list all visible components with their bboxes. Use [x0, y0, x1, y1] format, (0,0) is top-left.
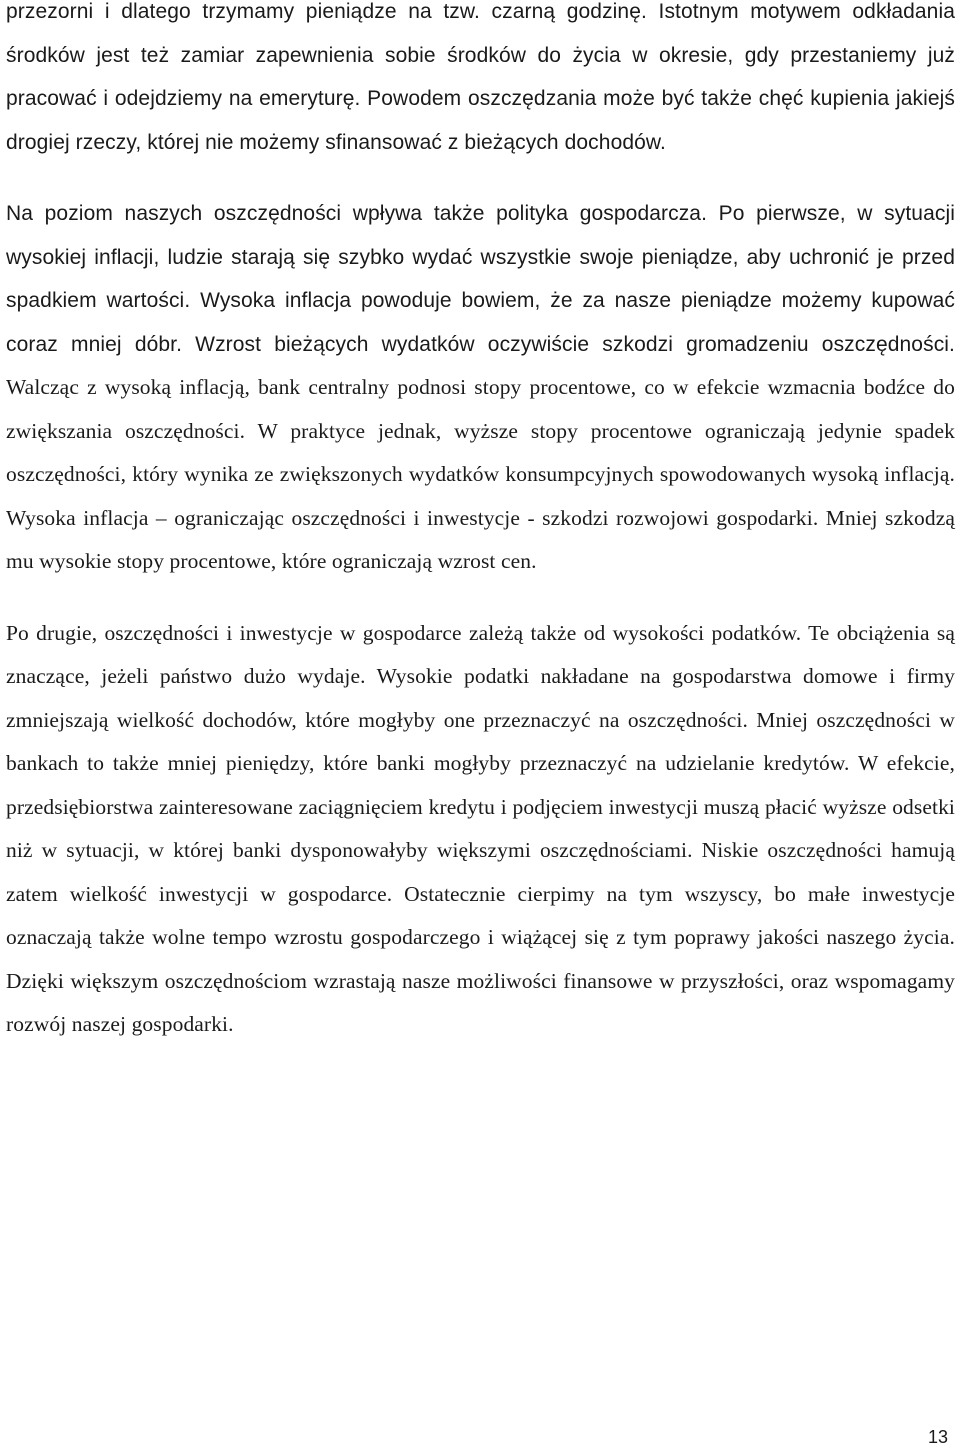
paragraph-taxes: Po drugie, oszczędności i inwestycje w gospodarce zależą także od wysokości podatków. Te obciążenia są znaczące, jeżeli państwo dużo wydaje. Wysokie podatki nakładane na gospodarstwa domowe i firmy zmniejszają wielkość dochodów, które mogłyby one przeznaczyć na oszczędności. Mniej oszczędności w bankach to także mniej pieniędzy, które banki mogłyby przeznaczyć na udzielanie kredytów. W efekcie, przedsiębiorstwa zainteresowane zaciągnięciem kredytu i podjęciem inwestycji muszą płacić wyższe odsetki niż w sytuacji, w której banki dysponowałyby większymi oszczędnościami. Niskie oszczędności hamują zatem wielkość inwestycji w gospodarce. Ostatecznie cierpimy na tym wszyscy, bo małe inwestycje oznaczają także wolne tempo wzrostu gospodarczego i wiążącej się z tym poprawy jakości naszego życia. Dzięki większym oszczędnościom wzrastają nasze możliwości finansowe w przyszłości, oraz wspomagamy rozwój naszej gospodarki.	[6, 620, 955, 1036]
page-number: 13	[927, 1427, 948, 1447]
paragraph-economic-policy	[6, 192, 955, 584]
paragraph-economic-policy-text: Na poziom naszych oszczędności wpływa także polityka gospodarcza. Po pierwsze, w sytuacji wysokiej inflacji, ludzie starają się szybko wydać wszystkie swoje pieniądze, aby uchronić je przed spadkiem wartości. Wysoka inflacja powoduje bowiem, że za nasze pieniądze możemy kupować coraz mniej dóbr. Wzrost bieżących wydatków oczywiście szkodzi gromadzeniu oszczędności.	[6, 202, 955, 356]
paragraph-savings-motives: przezorni i dlatego trzymamy pieniądze na tzw. czarną godzinę. Istotnym motywem odkładania środków jest też zamiar zapewnienia sobie środków do życia w okresie, gdy przestaniemy już pracować i odejdziemy na emeryturę. Powodem oszczędzania może być także chęć kupienia jakiejś drogiej rzeczy, której nie możemy sfinansować z bieżących dochodów.	[6, 0, 955, 154]
paragraph-central-bank-text: Walcząc z wysoką inflacją, bank centralny podnosi stopy procentowe, co w efekcie wzmacnia bodźce do zwiększania oszczędności. W praktyce jednak, wyższe stopy procentowe ograniczają jedynie spadek oszczędności, który wynika ze zwiększonych wydatków konsumpcyjnych spowodowanych wysoką inflacją. Wysoka inflacja – ograniczając oszczędności i inwestycje - szkodzi rozwojowi gospodarki. Mniej szkodzą mu wysokie stopy procentowe, które ograniczają wzrost cen.	[6, 375, 955, 573]
document-body	[6, 0, 955, 1047]
